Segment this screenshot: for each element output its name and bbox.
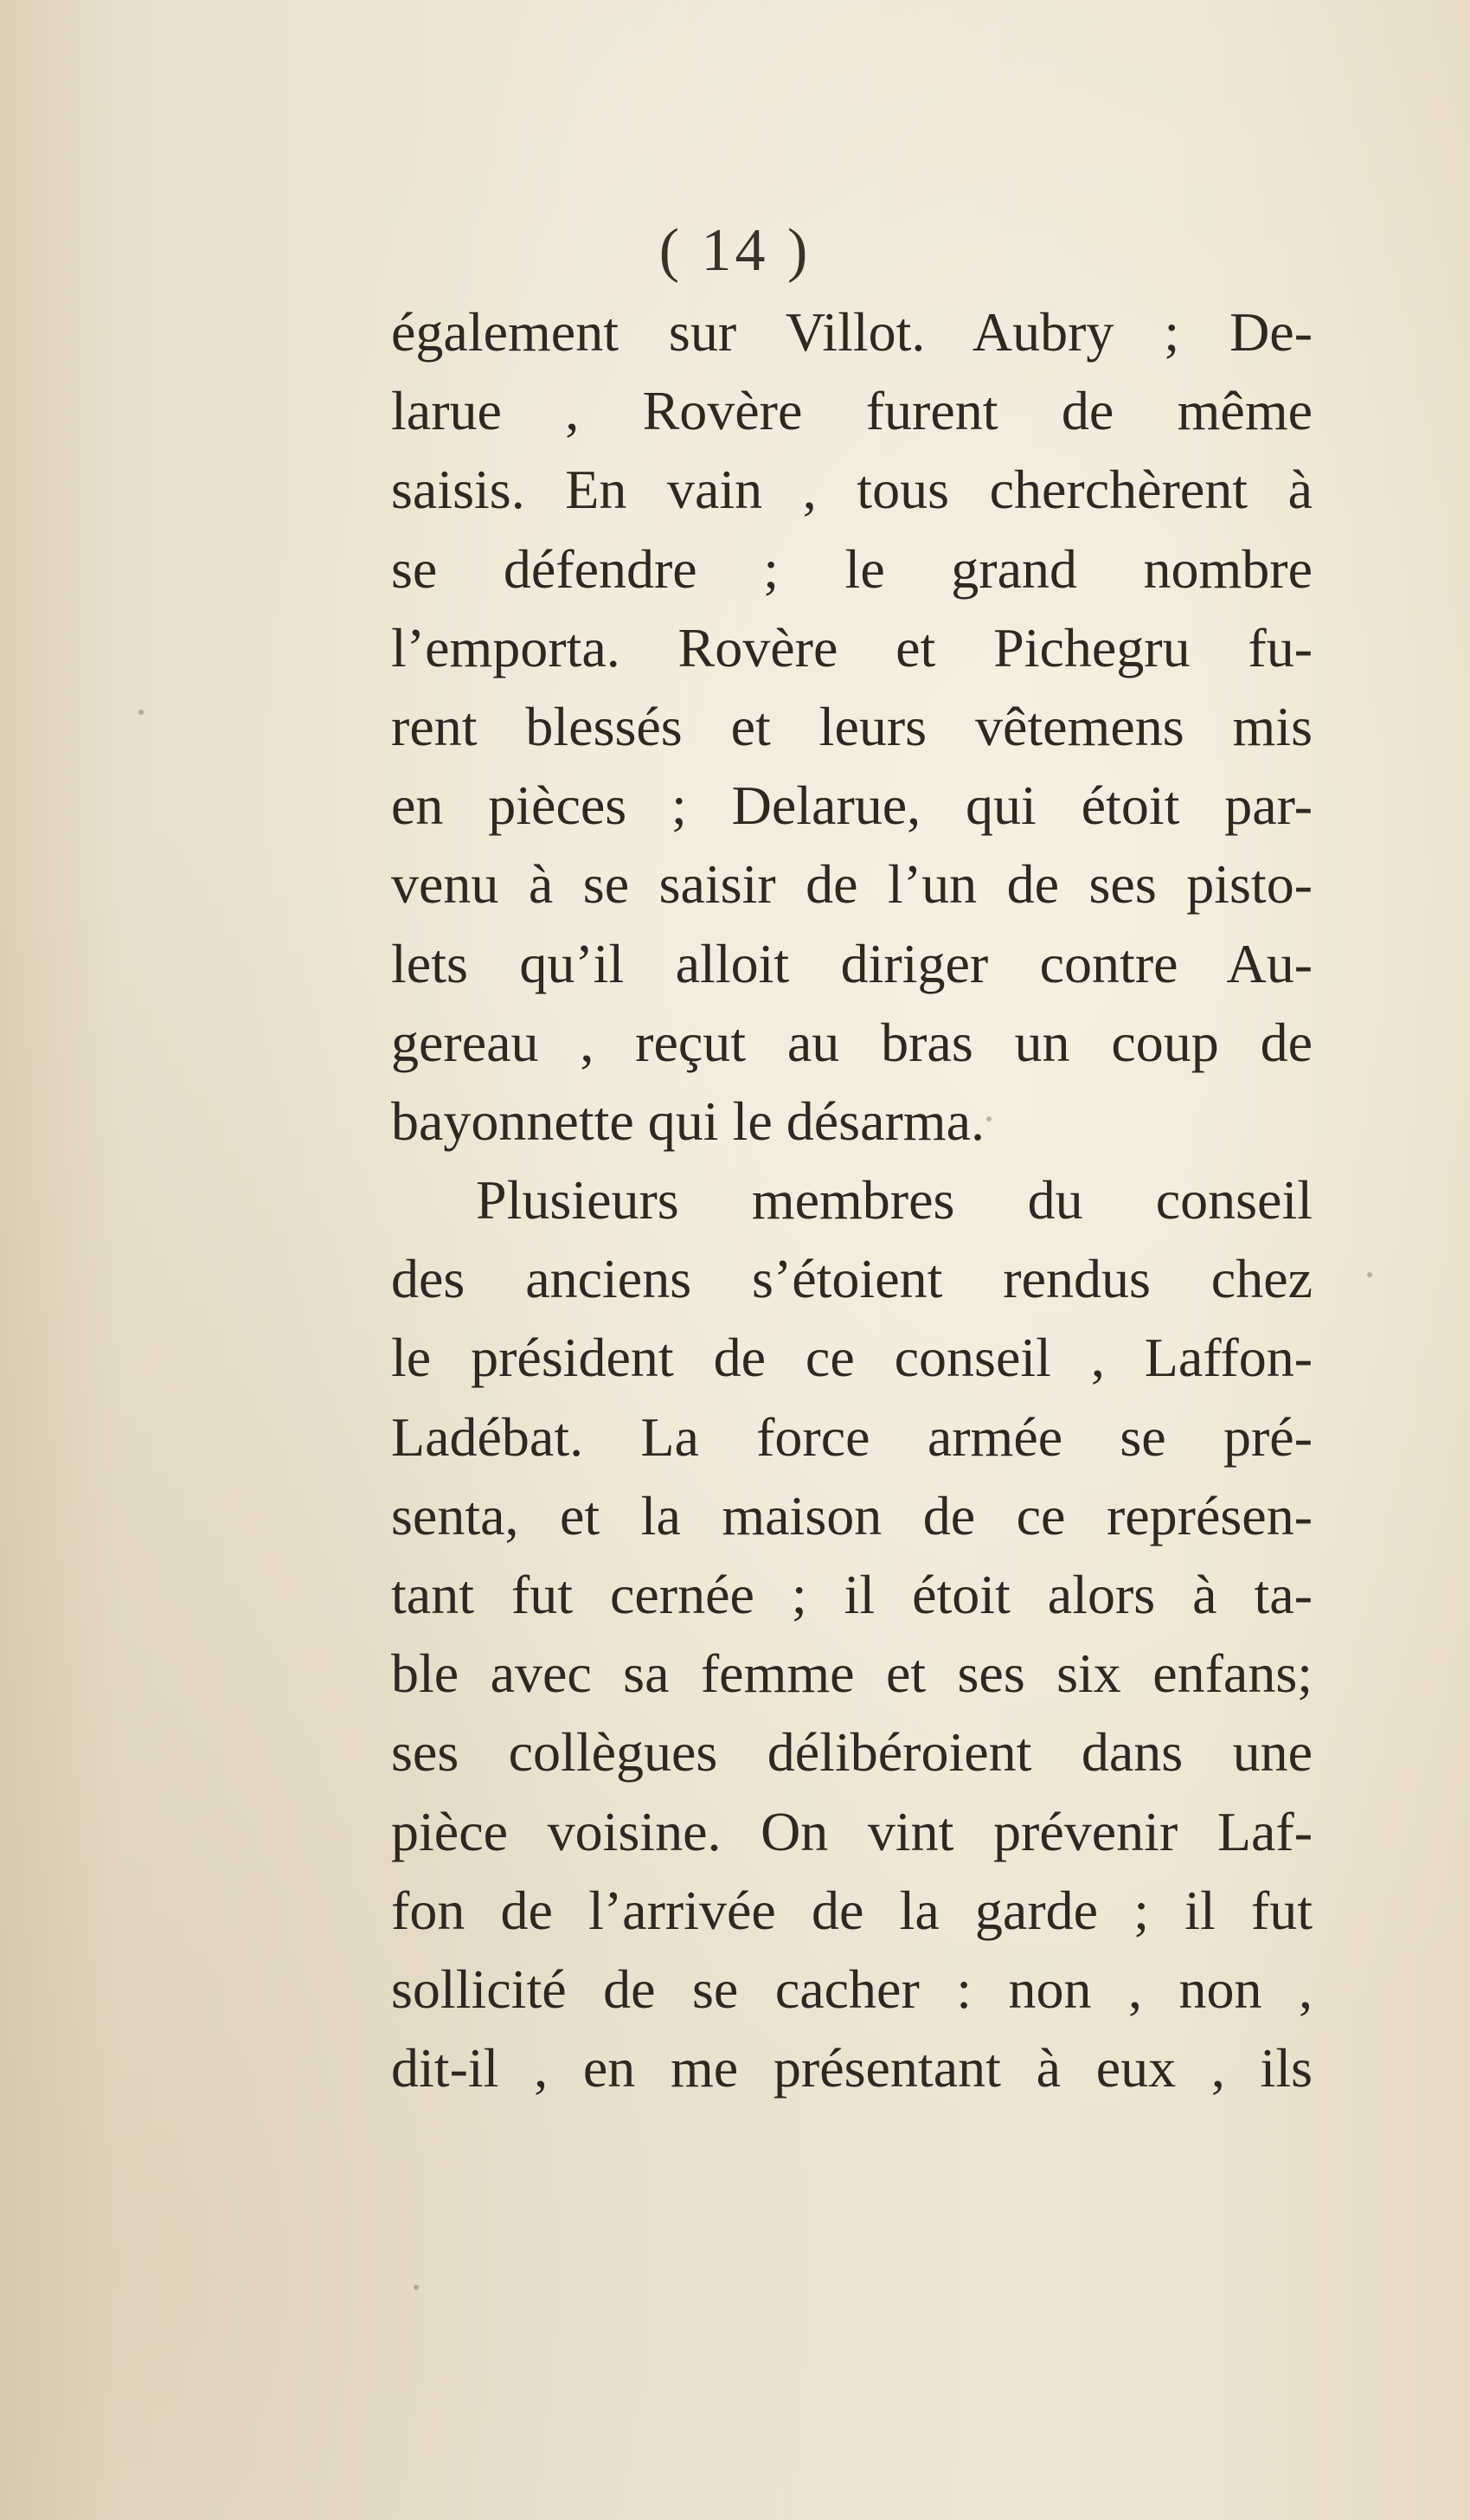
text-line: des anciens s’étoient rendus chez — [391, 1248, 1313, 1310]
paper-speck — [138, 710, 144, 715]
text-line: dit-il , en me présentant à eux , ils — [391, 2037, 1313, 2099]
text-line: gereau , reçut au bras un coup de — [391, 1011, 1313, 1073]
text-line: senta, et la maison de ce représen- — [391, 1484, 1313, 1546]
text-line: bayonnette qui le désarma. — [391, 1090, 985, 1152]
text-line: en pièces ; Delarue, qui étoit par- — [391, 775, 1313, 837]
text-line: sollicité de se cacher : non , non , — [391, 1958, 1313, 2020]
text-line: Ladébat. La force armée se pré- — [391, 1405, 1313, 1468]
body-text — [391, 292, 1313, 2107]
text-line: également sur Villot. Aubry ; De- — [391, 301, 1313, 363]
text-line: saisis. En vain , tous cherchèrent à — [391, 459, 1313, 521]
text-line: Plusieurs membres du conseil — [476, 1169, 1313, 1231]
text-line: le président de ce conseil , Laffon- — [391, 1327, 1313, 1389]
text-line: lets qu’il alloit diriger contre Au- — [391, 932, 1313, 994]
text-line: rent blessés et leurs vêtemens mis — [391, 695, 1313, 757]
text-line: se défendre ; le grand nombre — [391, 537, 1313, 600]
paper-speck — [986, 1116, 992, 1122]
paper-speck — [1367, 1272, 1372, 1277]
text-line: tant fut cernée ; il étoit alors à ta- — [391, 1564, 1313, 1625]
text-line: ses collègues délibéroient dans une — [391, 1721, 1313, 1784]
paper-speck — [414, 2285, 419, 2290]
page-number: ( 14 ) — [658, 217, 812, 284]
text-line: venu à se saisir de l’un de ses pisto- — [391, 853, 1313, 916]
text-line: ble avec sa femme et ses six enfans; — [391, 1642, 1313, 1705]
text-line: fon de l’arrivée de la garde ; il fut — [391, 1879, 1313, 1941]
text-line: pièce voisine. On vint prévenir Laf- — [391, 1800, 1313, 1862]
text-line: larue , Rovère furent de même — [391, 380, 1313, 442]
text-line: l’emporta. Rovère et Pichegru fu- — [391, 616, 1313, 678]
